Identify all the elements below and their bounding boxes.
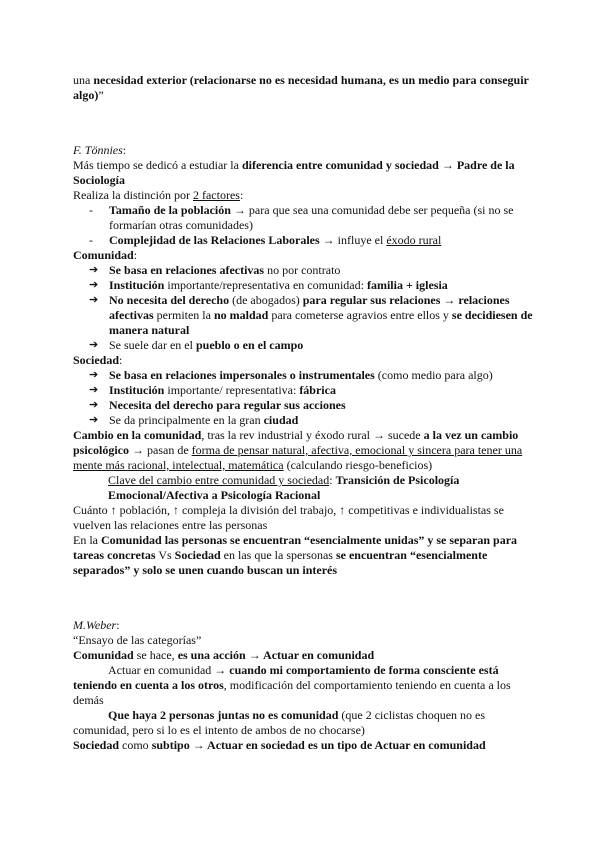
factor-item: - Tamaño de la población → para que sea una comunidad debe ser pequeña (si no se formarían otras comunidades) bbox=[89, 203, 514, 232]
list-item: ➔ Se da principalmente en la gran ciudad bbox=[89, 413, 299, 427]
document-body bbox=[73, 73, 533, 753]
section-gap bbox=[73, 103, 533, 143]
cuanto-paragraph: Cuánto ↑ población, ↑ compleja la división del trabajo, ↑ competitivas e individualistas se vuelven las relaciones entre las personas bbox=[73, 503, 504, 532]
arrow-bullet-icon: ➔ bbox=[89, 399, 99, 411]
list-item: ➔ Se suele dar en el pueblo o en el campo bbox=[89, 338, 304, 352]
list-item: ➔ Institución importante/ representativa: fábrica bbox=[89, 383, 336, 397]
arrow-bullet-icon: ➔ bbox=[89, 339, 99, 351]
weber-ensayo: “Ensayo de las categorías” bbox=[73, 633, 202, 647]
weber-heading: M.Weber: bbox=[73, 618, 120, 632]
list-item: ➔ Institución importante/representativa en comunidad: familia + iglesia bbox=[89, 278, 448, 292]
comunidad-heading: Comunidad: bbox=[73, 248, 138, 262]
arrow-bullet-icon: ➔ bbox=[89, 264, 99, 276]
enla-paragraph: En la Comunidad las personas se encuentran “esencialmente unidas” y se separan para tareas concretas Vs Sociedad en las que la spersonas se encuentran “esencialmente separados” y solo se unen cuando buscan un interés bbox=[73, 533, 518, 577]
dash-bullet: - bbox=[89, 233, 93, 247]
tonnies-line2: Realiza la distinción por 2 factores: bbox=[73, 188, 244, 202]
tonnies-line1: Más tiempo se dedicó a estudiar la diferencia entre comunidad y sociedad → Padre de la Sociología bbox=[73, 158, 515, 187]
weber-comunidad: Comunidad se hace, es una acción → Actuar en comunidad bbox=[73, 648, 375, 662]
factor-item: - Complejidad de las Relaciones Laborales → influye el éxodo rural bbox=[89, 233, 442, 247]
arrow-bullet-icon: ➔ bbox=[89, 384, 99, 396]
clave-paragraph: Clave del cambio entre comunidad y sociedad: Transición de Psicología Emocional/Afectiva a Psicología Racional bbox=[108, 473, 460, 502]
intro-paragraph: una necesidad exterior (relacionarse no es necesidad humana, es un medio para conseguir algo)” bbox=[73, 73, 529, 102]
arrow-bullet-icon: ➔ bbox=[89, 279, 99, 291]
arrow-bullet-icon: ➔ bbox=[89, 369, 99, 381]
list-item: ➔ Necesita del derecho para regular sus acciones bbox=[89, 398, 346, 412]
dash-bullet: - bbox=[89, 203, 93, 217]
list-item: ➔ No necesita del derecho (de abogados) para regular sus relaciones → relaciones afectivas permiten la no maldad para cometerse agravios entre ellos y se decidiesen de manera natural bbox=[89, 293, 533, 337]
tonnies-heading: F. Tönnies: bbox=[73, 143, 127, 157]
arrow-bullet-icon: ➔ bbox=[89, 294, 99, 306]
cambio-paragraph: Cambio en la comunidad, tras la rev industrial y éxodo rural → sucede a la vez un cambio psicológico → pasan de forma de pensar natural, afectiva, emocional y sincera para tener una mente más racional, intelectual, matemática (calculando riesgo-beneficios) bbox=[73, 428, 523, 472]
arrow-bullet-icon: ➔ bbox=[89, 414, 99, 426]
list-item: ➔ Se basa en relaciones impersonales o instrumentales (como medio para algo) bbox=[89, 368, 493, 382]
weber-que-haya: Que haya 2 personas juntas no es comunidad (que 2 ciclistas choquen no es comunidad, pero si lo es el intento de ambos de no chocarse) bbox=[73, 708, 486, 737]
section-gap bbox=[73, 578, 533, 618]
weber-actuar: Actuar en comunidad → cuando mi comportamiento de forma consciente está teniendo en cuenta a los otros, modificación del comportamiento teniendo en cuenta a los demás bbox=[73, 663, 511, 707]
sociedad-heading: Sociedad: bbox=[73, 353, 123, 367]
weber-sociedad: Sociedad como subtipo → Actuar en sociedad es un tipo de Actuar en comunidad bbox=[73, 738, 486, 752]
list-item: ➔ Se basa en relaciones afectivas no por contrato bbox=[89, 263, 341, 277]
